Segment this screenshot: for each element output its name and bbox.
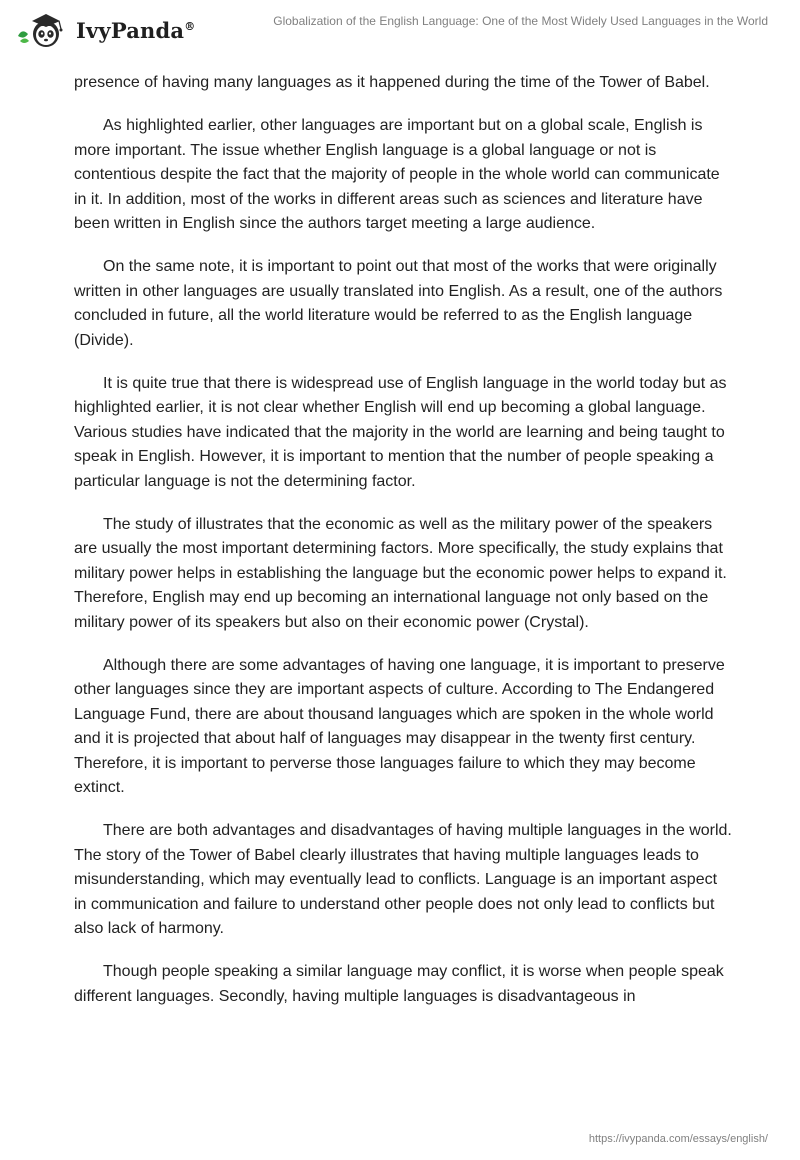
paragraph: Although there are some advantages of having one language, it is important to preserve other languages since they are important aspects of culture. According to The Endangered Language Fund, there are about thousand languages which are spoken in the whole world and it is projected that about half of languages may disappear in the twenty first century. Therefore, it is important to perverse those languages failure to which they may become extinct. <box>74 656 725 796</box>
brand-logo[interactable] <box>16 10 195 50</box>
paragraph: It is quite true that there is widespread use of English language in the world today but as highlighted earlier, it is not clear whether English will end up becoming a global language. Various studies have indicated that the majority in the world are learning and being taught to speak in English. However, it is important to mention that the number of people speaking a particular language is not the determining factor. <box>74 374 727 490</box>
document-title: Globalization of the English Language: One of the Most Widely Used Languages in the World <box>273 14 768 28</box>
essay-body <box>74 71 732 1028</box>
page-header <box>0 0 800 60</box>
paragraph: On the same note, it is important to point out that most of the works that were originally written in other languages are usually translated into English. As a result, one of the authors concluded in future, all the world literature would be referred to as the English language (Divide). <box>74 258 723 349</box>
panda-graduate-icon <box>16 10 72 50</box>
paragraph: Though people speaking a similar language may conflict, it is worse when people speak different languages. Secondly, having multiple languages is disadvantageous in <box>74 963 724 1005</box>
paragraph: As highlighted earlier, other languages are important but on a global scale, English is more important. The issue whether English language is a global language or not is contentious despite the fact that the majority of people in the whole world can communicate in it. In addition, most of the works in different areas such as sciences and literature have been written in English since the authors target meeting a large audience. <box>74 117 720 232</box>
paragraph: There are both advantages and disadvantages of having multiple languages in the world. The story of the Tower of Babel clearly illustrates that having multiple languages leads to misunderstanding, which may eventually lead to conflicts. Language is an important aspect in communication and failure to understand other people does not only lead to conflicts but also lack of harmony. <box>74 822 732 937</box>
brand-name: IvyPanda® <box>76 17 196 43</box>
source-url[interactable]: https://ivypanda.com/essays/english/ <box>588 1133 768 1145</box>
paragraph: The study of illustrates that the economic as well as the military power of the speakers are usually the most important determining factors. More specifically, the study explains that military power helps in establishing the language but the economic power helps to expand it. Therefore, English may end up becoming an international language not only based on the military power of its speakers but also on their economic power (Crystal). <box>74 515 727 631</box>
paragraph: presence of having many languages as it happened during the time of the Tower of Babel. <box>74 74 710 91</box>
